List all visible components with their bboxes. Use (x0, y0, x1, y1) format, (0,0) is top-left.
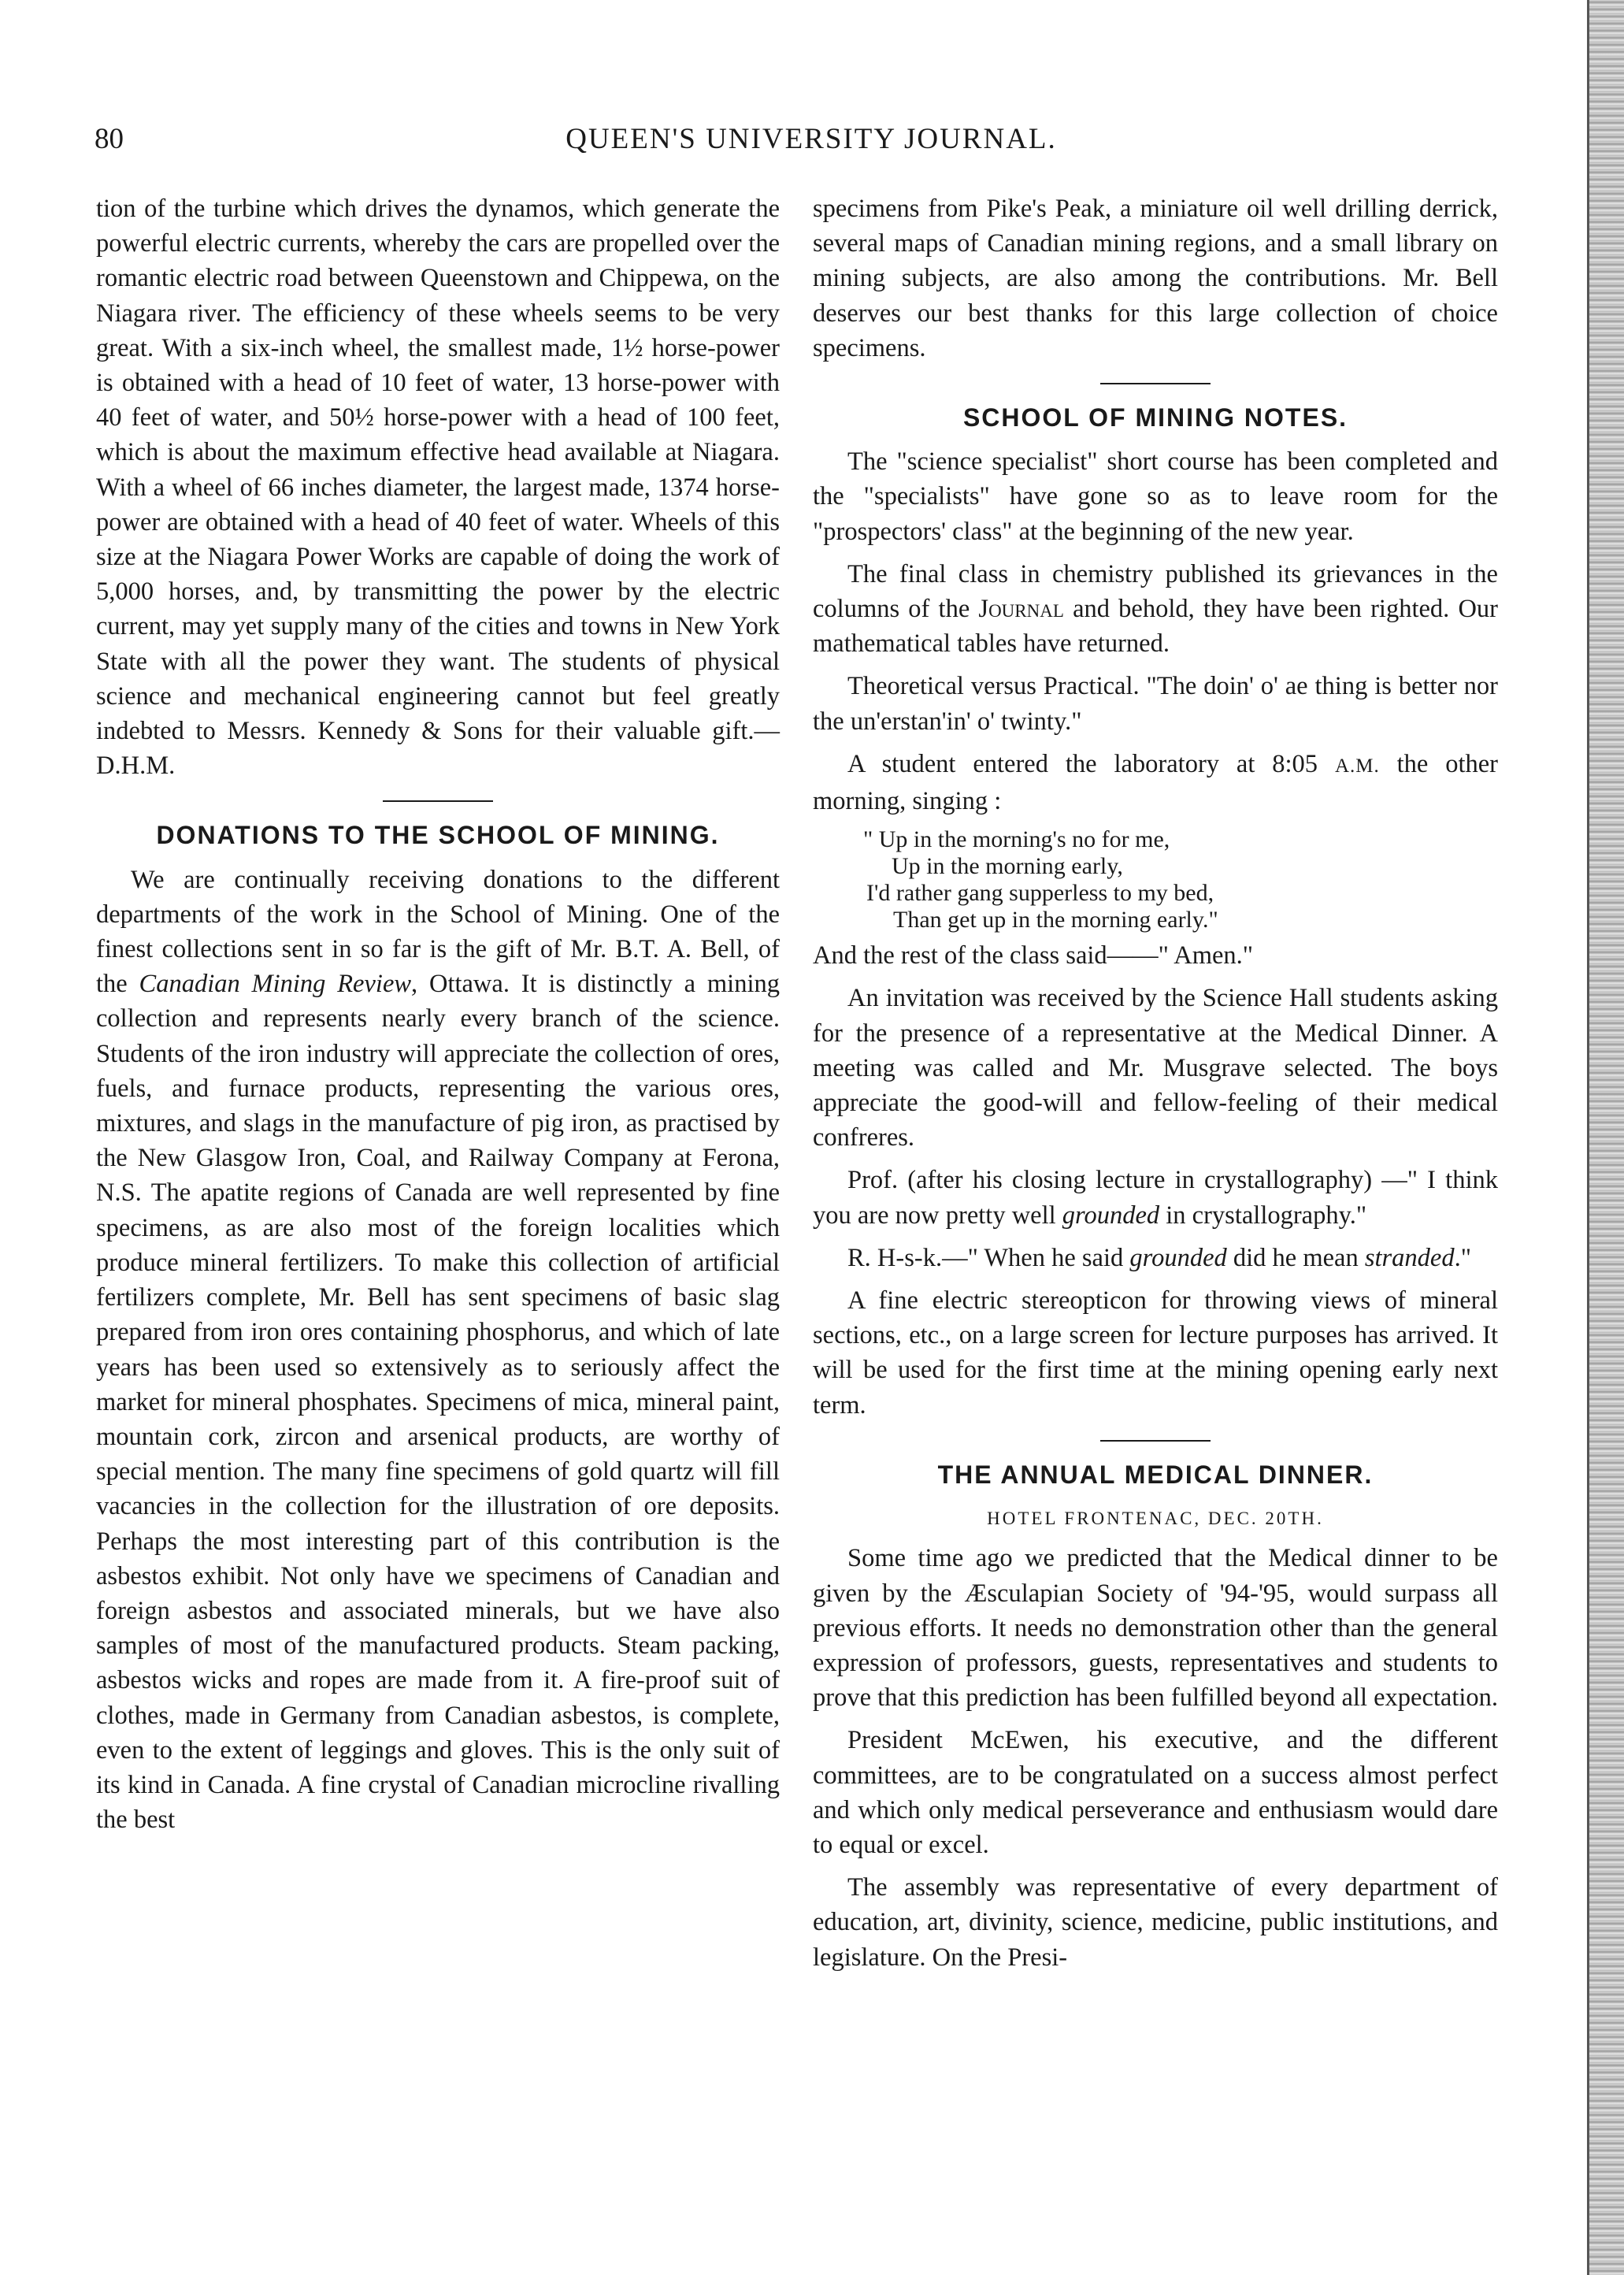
verse-line: Up in the morning early, (892, 853, 1123, 880)
journal-name: Journal (978, 595, 1064, 624)
note-invitation: An invitation was received by the Science Hall students asking for the presence of a representative at the Medical Dinner. A meeting was called and Mr. Musgrave selected. The boys appreciate the good-will and fellow-feeling of their medical confreres. (813, 984, 1498, 1152)
page-header (95, 122, 1528, 161)
note-student-text-b: the other morning, singing : (813, 749, 1499, 816)
section-divider (1100, 1440, 1211, 1442)
section-divider (383, 800, 493, 802)
note-grounded-stranded (813, 1241, 1498, 1275)
italic-stranded: stranded (1364, 1243, 1455, 1272)
donations-text-b: , Ottawa. It is distinctly a mining collection and represents nearly every branch of the science. Students of the iron industry will appreciate the collection of ores, fuels, and furnace products, representing the various ores, mixtures, and slags in the manufacture of pig iron, as practised by the New Glasgow Iron, Coal, and Railway Company at Ferona, N.S. The apatite regions of Canada are well represented by fine specimens, as are also most of the foreign localities which produce mineral fertilizers. To make this collection of artificial fertilizers complete, Mr. Bell has sent specimens of basic slag prepared from iron ores containing phosphorus, and which of late years has been used so extensively as to seriously affect the market for mineral phosphates. Specimens of mica, mineral paint, mountain cork, zircon and arsenical products, are worthy of special mention. The many fine specimens of gold quartz will fill vacancies in the collection for the illustration of ore deposits. Perhaps the most interesting part of this contribution is the asbestos exhibit. Not only have we specimens of Canadian and foreign asbestos and associated minerals, but we have also samples of most of the manufactured products. Steam packing, asbestos wicks and ropes are made from it. A fire-proof suit of clothes, made in Germany from Canadian asbestos, is complete, even to the extent of leggings and gloves. This is the only suit of its kind in Canada. A fine crystal of Canadian microcline rivalling the best (96, 970, 780, 1835)
note-chemistry-class (813, 557, 1498, 662)
song-verse (813, 826, 1498, 933)
verse-line: Than get up in the morning early." (893, 907, 1218, 933)
medical-dinner-heading: THE ANNUAL MEDICAL DINNER. (937, 1460, 1374, 1489)
note-student-singing (813, 747, 1498, 818)
note-stereopticon: A fine electric stereopticon for throwing views of mineral sections, etc., on a large screen for lecture purposes has arrived. It will be used for the first time at the mining opening early next term. (813, 1286, 1498, 1420)
right-column (813, 191, 1498, 1983)
note-specialist-course: The "science specialist" short course has been completed and the "specialists" have gone so as to leave room for the "prospectors' class" at the beginning of the new year. (813, 447, 1498, 546)
time-abbr: A.M. (1334, 755, 1380, 777)
italic-grounded: grounded (1129, 1243, 1227, 1272)
note-rhsk-text-a: R. H-s-k.—" When he said (847, 1243, 1130, 1272)
section-divider (1100, 383, 1211, 384)
note-amen: And the rest of the class said——" Amen." (813, 941, 1254, 970)
note-rhsk-text-c: ." (1454, 1243, 1471, 1272)
review-title: Canadian Mining Review (139, 970, 412, 999)
binding-edge (1589, 0, 1624, 2275)
dinner-paragraph-2: President McEwen, his executive, and the different committees, are to be congratulated on a success almost perfect and which only medical perseverance and enthusiasm would dare to equal or excel. (813, 1726, 1498, 1859)
dinner-paragraph-1: Some time ago we predicted that the Medical dinner to be given by the Æsculapian Society of '94-'95, would surpass all previous efforts. It needs no demonstration other than the general expression of professors, guests, representatives and students to prove that this prediction has been fulfilled beyond all expectation. (813, 1544, 1499, 1713)
note-theoretical-practical: Theoretical versus Practical. "The doin' o' ae thing is better nor the un'erstan'in' o' twinty." (813, 672, 1498, 736)
donations-text-a: We are continually receiving donations to the different departments of the work in the School of Mining. One of the finest collections sent in so far is the gift of Mr. B.T. A. Bell, of the (96, 865, 780, 999)
page-number: 80 (95, 123, 124, 155)
note-chemistry-text-a: The final class in chemistry published its grievances in the columns of the (813, 559, 1498, 624)
italic-grounded: grounded (1062, 1201, 1160, 1230)
donations-heading: DONATIONS TO THE SCHOOL OF MINING. (156, 821, 720, 850)
donations-paragraph (96, 863, 780, 1838)
specimens-paragraph: specimens from Pike's Peak, a miniature oil well drilling derrick, several maps of Canadian mining regions, and a small library on mining subjects, are also among the contributions. Mr. Bell deserves our best thanks for this large collection of choice specimens. (813, 195, 1498, 362)
note-student-text-a: A student entered the laboratory at 8:05 (847, 749, 1335, 778)
verse-line: I'd rather gang supperless to my bed, (866, 880, 1214, 907)
verse-line: " Up in the morning's no for me, (863, 826, 1170, 853)
turbine-paragraph: tion of the turbine which drives the dynamos, which generate the powerful electric currents, whereby the cars are propelled over the romantic electric road between Queenstown and Chippewa, on the Niagara river. The efficiency of these wheels seems to be very great. With a six-inch wheel, the smallest made, 1½ horse-power is obtained with a head of 10 feet of water, 13 horse-power with 40 feet of water, and 50½ horse-power with a head of 100 feet, which is about the maximum effective head available at Niagara. With a wheel of 66 inches diameter, the largest made, 1374 horse-power are obtained with a head of 40 feet of water. Wheels of this size at the Niagara Power Works are capable of doing the work of 5,000 horses, and, by transmitting the power by the electric current, may yet supply many of the cities and towns in New York State with all the power they want. The students of physical science and mechanical engineering cannot but feel greatly indebted to Messrs. Kennedy & Sons for their valuable gift.—D.H.M. (96, 195, 780, 781)
medical-dinner-subheading: HOTEL FRONTENAC, DEC. 20TH. (987, 1509, 1324, 1529)
left-column (96, 191, 780, 1845)
note-crystallography (813, 1163, 1498, 1232)
running-title: QUEEN'S UNIVERSITY JOURNAL. (565, 123, 1057, 155)
dinner-paragraph-3: The assembly was representative of every department of education, art, divinity, science, medicine, public institutions, and legislature. On the Presi- (813, 1873, 1498, 1972)
note-chemistry-text-b: and behold, they have been righted. Our mathematical tables have returned. (813, 595, 1498, 659)
note-crystal-text-b: in crystallography." (1159, 1201, 1367, 1230)
mining-notes-heading: SCHOOL OF MINING NOTES. (962, 403, 1348, 432)
note-rhsk-text-b: did he mean (1226, 1243, 1365, 1272)
note-crystal-text-a: Prof. (after his closing lecture in crystallography) —" I think you are now pretty well (813, 1166, 1498, 1230)
